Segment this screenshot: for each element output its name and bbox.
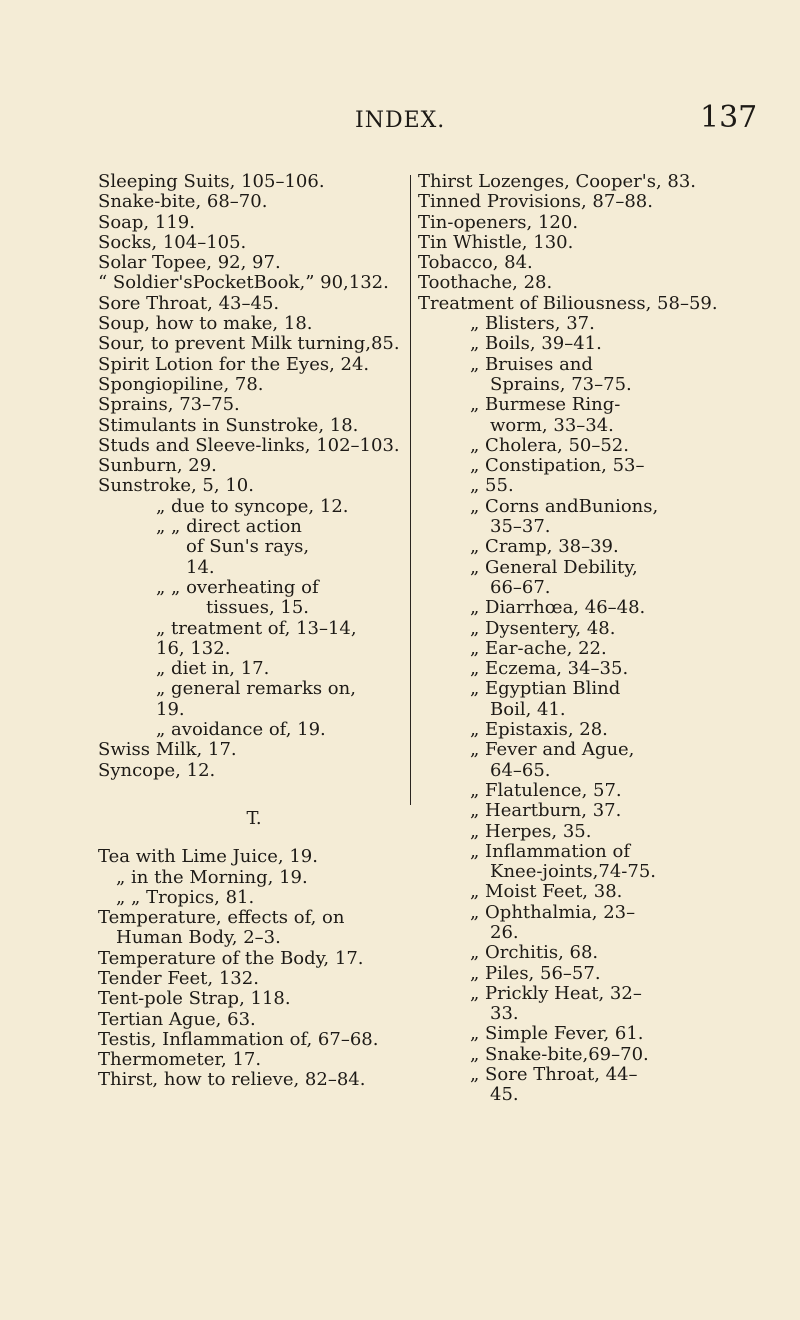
index-subentry: „ Fever and Ague, [470, 739, 635, 761]
index-entry: Tin Whistle, 130. [418, 231, 574, 253]
index-entry: Testis, Inflammation of, 67–68. [98, 1028, 379, 1050]
index-subentry-continuation: Knee-joints,74-75. [490, 861, 656, 883]
index-subentry: „ Epistaxis, 28. [470, 719, 608, 741]
index-subentry: „ Herpes, 35. [470, 820, 592, 842]
index-entry: Syncope, 12. [98, 759, 216, 781]
index-subentry: „ Moist Feet, 38. [470, 881, 623, 903]
index-subentry: „ Snake-bite,69–70. [470, 1043, 649, 1065]
index-entry: Spirit Lotion for the Eyes, 24. [98, 353, 370, 375]
index-entry: Sprains, 73–75. [98, 394, 240, 416]
index-entry: Tertian Ague, 63. [98, 1008, 256, 1030]
index-entry: Socks, 104–105. [98, 231, 247, 253]
index-subentry-continuation: Boil, 41. [490, 698, 566, 720]
index-subentry: „ diet in, 17. [156, 658, 270, 680]
index-subentry-continuation: 35–37. [490, 516, 551, 538]
index-subentry: „ Dysentery, 48. [470, 617, 616, 639]
index-entry: Sunburn, 29. [98, 455, 217, 477]
index-entry: “ Soldier'sPocketBook,” 90,132. [98, 272, 389, 294]
index-entry: Treatment of Biliousness, 58–59. [418, 292, 718, 314]
index-subentry: „ „ Tropics, 81. [116, 886, 255, 908]
index-subentry-continuation: 45. [490, 1084, 519, 1106]
index-entry: Thirst, how to relieve, 82–84. [98, 1069, 366, 1091]
index-subentry: „ Constipation, 53– [470, 455, 645, 477]
index-subentry: „ Blisters, 37. [470, 313, 595, 335]
page-title: INDEX. [355, 108, 446, 133]
index-entry: Thirst Lozenges, Cooper's, 83. [418, 171, 697, 192]
index-subentry: „ Flatulence, 57. [470, 779, 622, 801]
index-entry: Toothache, 28. [418, 272, 553, 294]
index-entry: Stimulants in Sunstroke, 18. [98, 414, 359, 436]
section-letter: T. [246, 807, 262, 829]
right-column [418, 172, 763, 1106]
index-subentry: „ Corns andBunions, [470, 495, 659, 517]
index-entry: Tin-openers, 120. [418, 211, 579, 233]
index-entry: Thermometer, 17. [98, 1049, 262, 1071]
index-subentry: „ Orchitis, 68. [470, 942, 599, 964]
index-subentry: „ general remarks on, [156, 678, 356, 700]
index-subentry: „ Heartburn, 37. [470, 800, 622, 822]
index-entry: Temperature, effects of, on [98, 907, 345, 929]
index-entry: Temperature of the Body, 17. [98, 947, 364, 969]
index-subentry: „ Egyptian Blind [470, 678, 621, 700]
index-entry: Snake-bite, 68–70. [98, 191, 268, 213]
index-subentry: „ Cholera, 50–52. [470, 434, 629, 456]
index-subentry: „ Boils, 39–41. [470, 333, 602, 355]
index-entry: Sour, to prevent Milk turning,85. [98, 333, 400, 355]
index-subentry-continuation: tissues, 15. [206, 597, 310, 619]
index-subentry-continuation: of Sun's rays, [186, 536, 310, 558]
index-subentry-continuation: 16, 132. [156, 637, 231, 659]
index-entry: Solar Topee, 92, 97. [98, 252, 281, 274]
index-entry-continuation: Human Body, 2–3. [116, 927, 281, 949]
page-number: 137 [700, 100, 758, 135]
index-subentry-continuation: worm, 33–34. [490, 414, 614, 436]
index-subentry: „ Inflammation of [470, 840, 630, 862]
index-subentry: „ Ear-ache, 22. [470, 637, 607, 659]
index-subentry-continuation: 14. [186, 556, 215, 578]
index-entry: Swiss Milk, 17. [98, 739, 237, 761]
index-entry: Sore Throat, 43–45. [98, 292, 280, 314]
index-entry: Soup, how to make, 18. [98, 313, 313, 335]
index-entry: Studs and Sleeve-links, 102–103. [98, 434, 400, 456]
index-subentry: „ due to syncope, 12. [156, 495, 349, 517]
index-subentry: „ Cramp, 38–39. [470, 536, 619, 558]
index-subentry-continuation: 33. [490, 1003, 519, 1025]
index-entry: Tea with Lime Juice, 19. [98, 846, 318, 868]
index-subentry-continuation: 26. [490, 921, 519, 943]
index-subentry-continuation: Sprains, 73–75. [490, 373, 632, 395]
index-subentry-continuation: 66–67. [490, 576, 551, 598]
index-entry: Sleeping Suits, 105–106. [98, 171, 325, 192]
index-entry: Tinned Provisions, 87–88. [418, 191, 653, 213]
index-subentry: „ Bruises and [470, 353, 593, 375]
index-entry: Spongiopiline, 78. [98, 373, 264, 395]
index-subentry: „ Prickly Heat, 32– [470, 982, 642, 1004]
index-subentry: „ Ophthalmia, 23– [470, 901, 636, 923]
page-header [0, 100, 800, 140]
index-subentry: „ Piles, 56–57. [470, 962, 601, 984]
column-divider [410, 175, 411, 805]
index-subentry: „ „ direct action [156, 516, 302, 538]
index-subentry-continuation: „ 55. [470, 475, 514, 497]
index-subentry: „ Burmese Ring- [470, 394, 621, 416]
index-subentry: „ General Debility, [470, 556, 638, 578]
index-subentry: „ Diarrhœa, 46–48. [470, 597, 646, 619]
index-subentry: „ treatment of, 13–14, [156, 617, 357, 639]
index-subentry: „ Sore Throat, 44– [470, 1064, 638, 1086]
index-subentry: „ avoidance of, 19. [156, 719, 326, 741]
index-subentry-continuation: 19. [156, 698, 185, 720]
index-entry: Tender Feet, 132. [98, 967, 259, 989]
left-column [98, 172, 410, 1091]
index-entry: Tent-pole Strap, 118. [98, 988, 291, 1010]
index-subentry: „ Eczema, 34–35. [470, 658, 629, 680]
index-entry: Sunstroke, 5, 10. [98, 475, 254, 497]
index-subentry-continuation: 64–65. [490, 759, 551, 781]
index-entry: Soap, 119. [98, 211, 195, 233]
index-subentry: „ „ overheating of [156, 576, 319, 598]
index-subentry: „ Simple Fever, 61. [470, 1023, 644, 1045]
index-subentry: „ in the Morning, 19. [116, 866, 308, 888]
index-entry: Tobacco, 84. [418, 252, 533, 274]
